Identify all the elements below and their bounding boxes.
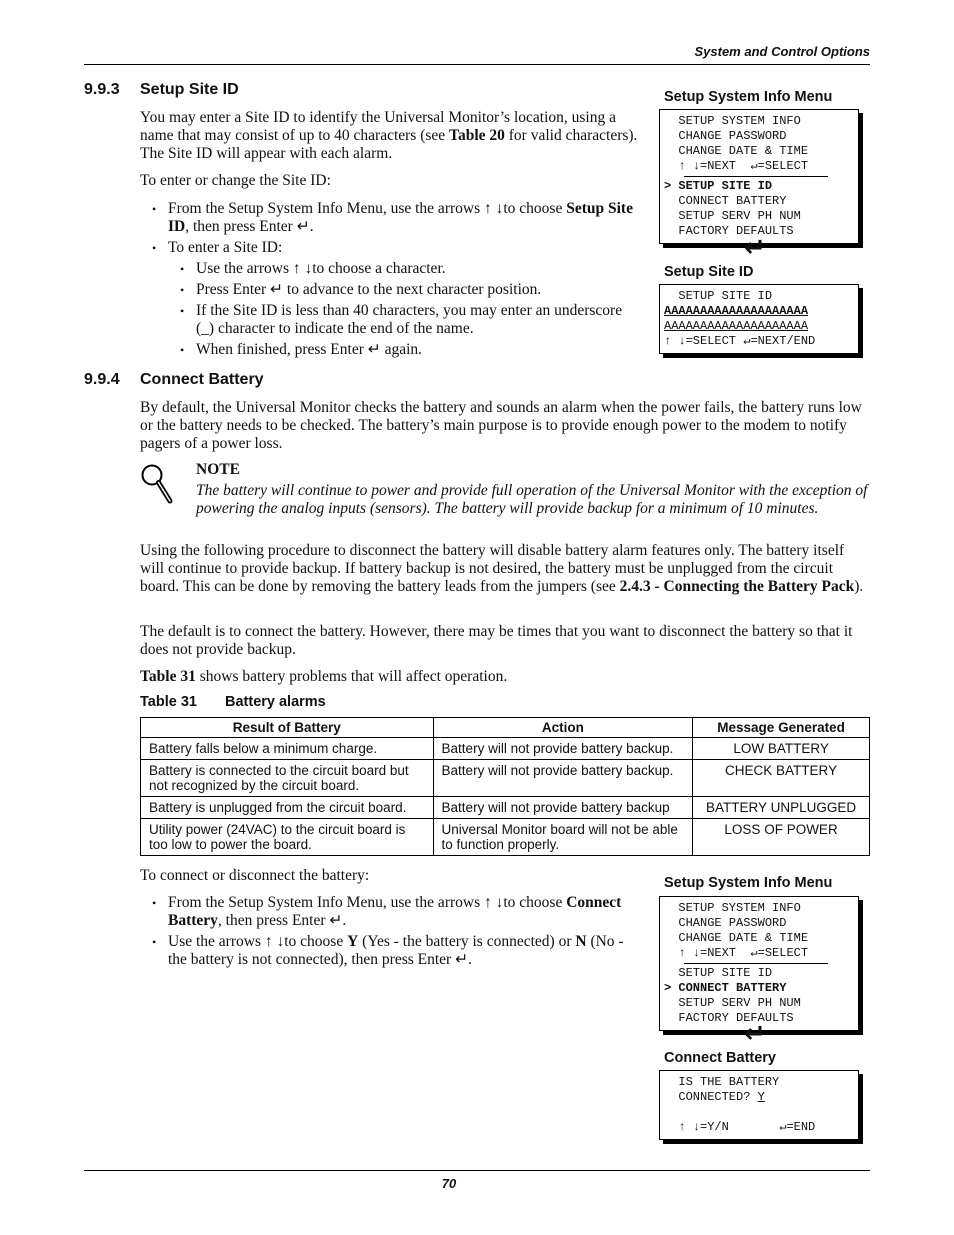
column-header: Action <box>433 718 693 738</box>
battery-para-2 <box>140 542 870 596</box>
step-bold: Connect Battery <box>168 894 622 929</box>
lcd-row: SETUP SITE ID <box>664 966 773 980</box>
list-item: • Press Enter ↵ to advance to the next character position. <box>168 281 640 299</box>
step-bold: Setup Site ID <box>168 200 633 235</box>
lcd-row: CONNECT BATTERY <box>664 194 787 208</box>
table-row <box>141 760 870 797</box>
lcd-selected-text: > SETUP SITE ID <box>664 179 773 193</box>
lcd-caption-site-id: Setup Site ID <box>664 264 754 280</box>
enter-arrow-icon: ↵ <box>744 233 766 263</box>
table-cell: Battery is unplugged from the circuit board. <box>141 797 434 819</box>
section-number: 9.9.3 <box>84 81 120 98</box>
list-item: • Use the arrows ↑ ↓to choose a character. <box>168 260 640 278</box>
lcd-row: ↑ ↓=NEXT ↵=SELECT <box>664 159 809 173</box>
table-cell: Battery will not provide battery backup. <box>433 738 693 760</box>
intro-text-end: for valid characters). The Site ID will appear with each alarm. <box>140 127 638 162</box>
battery-steps <box>140 894 640 972</box>
lcd-site-id-bold: AAAAAAAAAAAAAAAAAAAA <box>664 304 809 318</box>
list-item <box>140 894 640 930</box>
section-title: Setup Site ID <box>140 81 239 98</box>
lcd-row: FACTORY DEFAULTS <box>664 1011 794 1025</box>
section-heading-9-9-4 <box>84 371 264 389</box>
list-item <box>140 933 640 969</box>
table-31-reference: Table 31 <box>140 668 196 685</box>
lcd-value: Y <box>757 1090 765 1104</box>
lcd-row: CHANGE DATE & TIME <box>664 144 809 158</box>
table-header-row <box>141 718 870 738</box>
lcd-row-selected <box>664 981 852 996</box>
table-title: Battery alarms <box>225 694 326 710</box>
table-caption <box>140 693 326 711</box>
step-text-end: (No - the battery is not connected), then press Enter ↵. <box>168 933 624 968</box>
column-header: Result of Battery <box>141 718 434 738</box>
lcd-row: IS THE BATTERY <box>664 1075 780 1089</box>
battery-alarms-table <box>140 717 870 856</box>
para-text: Using the following procedure to disconnect the battery will disable battery alarm features only. The battery itself will continue to provide backup. If battery backup is not desired, the battery must be unplugged from the circuit board. This can be done by removing the battery leads from the jumpers (see <box>140 542 845 595</box>
lcd-prompt: CONNECTED? <box>664 1090 758 1104</box>
lcd-separator <box>684 176 828 177</box>
table-number: Table 31 <box>140 694 197 710</box>
section-title: Connect Battery <box>140 371 264 388</box>
lcd-site-id <box>659 284 859 354</box>
lcd-row: SETUP SYSTEM INFO <box>664 901 801 915</box>
table-cell: Battery falls below a minimum charge. <box>141 738 434 760</box>
step-text: From the Setup System Info Menu, use the arrows ↑ ↓to choose <box>168 894 567 911</box>
column-header: Message Generated <box>693 718 870 738</box>
enter-arrow-icon: ↵ <box>744 1019 766 1049</box>
table-row <box>141 797 870 819</box>
lcd-selected-text: > CONNECT BATTERY <box>664 981 787 995</box>
lcd-caption-setup-menu-2: Setup System Info Menu <box>664 875 833 891</box>
step-text: From the Setup System Info Menu, use the arrows ↑ ↓to choose <box>168 200 567 217</box>
lcd-row: SETUP SERV PH NUM <box>664 996 801 1010</box>
lcd-row-selected <box>664 179 852 194</box>
table-cell: CHECK BATTERY <box>693 760 870 797</box>
page-number: 70 <box>441 1176 457 1191</box>
header-rule <box>84 64 870 65</box>
step-text-mid: (Yes - the battery is connected) or <box>358 933 576 950</box>
site-id-lead: To enter or change the Site ID: <box>140 172 331 189</box>
battery-lead: To connect or disconnect the battery: <box>140 867 370 884</box>
table-cell: LOW BATTERY <box>693 738 870 760</box>
lcd-row: CHANGE DATE & TIME <box>664 931 809 945</box>
battery-para-4 <box>140 668 870 686</box>
magnifier-note-icon <box>140 463 174 505</box>
battery-para-3: The default is to connect the battery. However, there may be times that you want to disconnect the battery so that it does not provide backup. <box>140 623 853 658</box>
lcd-row: ↑ ↓=Y/N ↵=END <box>664 1120 816 1134</box>
intro-text: You may enter a Site ID to identify the Universal Monitor’s location, using a name that may consist of up to 40 characters (see <box>140 109 616 144</box>
table-cell: Universal Monitor board will not be able to function properly. <box>433 819 693 856</box>
table-row <box>141 819 870 856</box>
lcd-site-id-line: AAAAAAAAAAAAAAAAAAAA <box>664 319 809 333</box>
section-heading-9-9-3 <box>84 81 239 99</box>
lcd-row: CHANGE PASSWORD <box>664 129 787 143</box>
site-id-steps <box>140 200 640 362</box>
table-cell: LOSS OF POWER <box>693 819 870 856</box>
step-bold-n: N <box>575 933 587 950</box>
lcd-caption-setup-menu: Setup System Info Menu <box>664 89 833 105</box>
list-item: • When finished, press Enter ↵ again. <box>168 341 640 359</box>
table-cell: Utility power (24VAC) to the circuit board is too low to power the board. <box>141 819 434 856</box>
lcd-row: SETUP SITE ID <box>664 289 773 303</box>
lcd-row <box>664 319 852 334</box>
lcd-setup-menu <box>659 109 859 244</box>
para-text-end: ). <box>854 578 864 595</box>
step-text: Use the arrows ↑ ↓to choose <box>168 933 348 950</box>
section-2-4-3-reference: 2.4.3 - Connecting the Battery Pack <box>619 578 855 595</box>
site-id-intro <box>140 109 640 163</box>
para-text: shows battery problems that will affect operation. <box>195 668 508 685</box>
list-item <box>140 239 640 359</box>
lcd-separator <box>684 963 828 964</box>
list-item <box>140 200 640 236</box>
note-text: The battery will continue to power and provide full operation of the Universal Monitor with the exception of powering the analog inputs (sensors). The battery will provide backup for a minimum of 10 minutes. <box>196 482 868 517</box>
lcd-row <box>664 1090 852 1105</box>
lcd-row <box>664 304 852 319</box>
table-cell: Battery is connected to the circuit board but not recognized by the circuit board. <box>141 760 434 797</box>
step-bold-y: Y <box>347 933 359 950</box>
note-label: NOTE <box>196 461 240 478</box>
battery-para-1: By default, the Universal Monitor checks the battery and sounds an alarm when the power fails, the battery runs low or the battery needs to be checked. The battery’s main purpose is to provide enough power to the modem to notify pagers of a power loss. <box>140 399 862 452</box>
table-cell: BATTERY UNPLUGGED <box>693 797 870 819</box>
table-cell: Battery will not provide battery backup. <box>433 760 693 797</box>
lcd-row: SETUP SERV PH NUM <box>664 209 801 223</box>
lcd-row: FACTORY DEFAULTS <box>664 224 794 238</box>
step-text-end: , then press Enter ↵. <box>217 912 347 929</box>
running-header: System and Control Options <box>694 44 870 59</box>
step-text-end: , then press Enter ↵. <box>185 218 314 235</box>
list-item: • If the Site ID is less than 40 characters, you may enter an underscore (_) character to indicate the end of the name. <box>168 302 640 338</box>
lcd-connect-battery <box>659 1070 859 1140</box>
step-text: To enter a Site ID: <box>168 239 283 256</box>
section-number: 9.9.4 <box>84 371 120 388</box>
table-cell: Battery will not provide battery backup <box>433 797 693 819</box>
table-row <box>141 738 870 760</box>
lcd-setup-menu-2 <box>659 896 859 1031</box>
sub-steps <box>168 260 640 359</box>
table-20-reference: Table 20 <box>449 127 505 144</box>
lcd-row <box>664 1105 852 1120</box>
lcd-row: ↑ ↓=SELECT ↵=NEXT/END <box>664 334 816 348</box>
lcd-caption-connect-battery: Connect Battery <box>664 1050 776 1066</box>
footer-rule <box>84 1170 870 1171</box>
lcd-row: SETUP SYSTEM INFO <box>664 114 801 128</box>
lcd-row: CHANGE PASSWORD <box>664 916 787 930</box>
lcd-row: ↑ ↓=NEXT ↵=SELECT <box>664 946 809 960</box>
